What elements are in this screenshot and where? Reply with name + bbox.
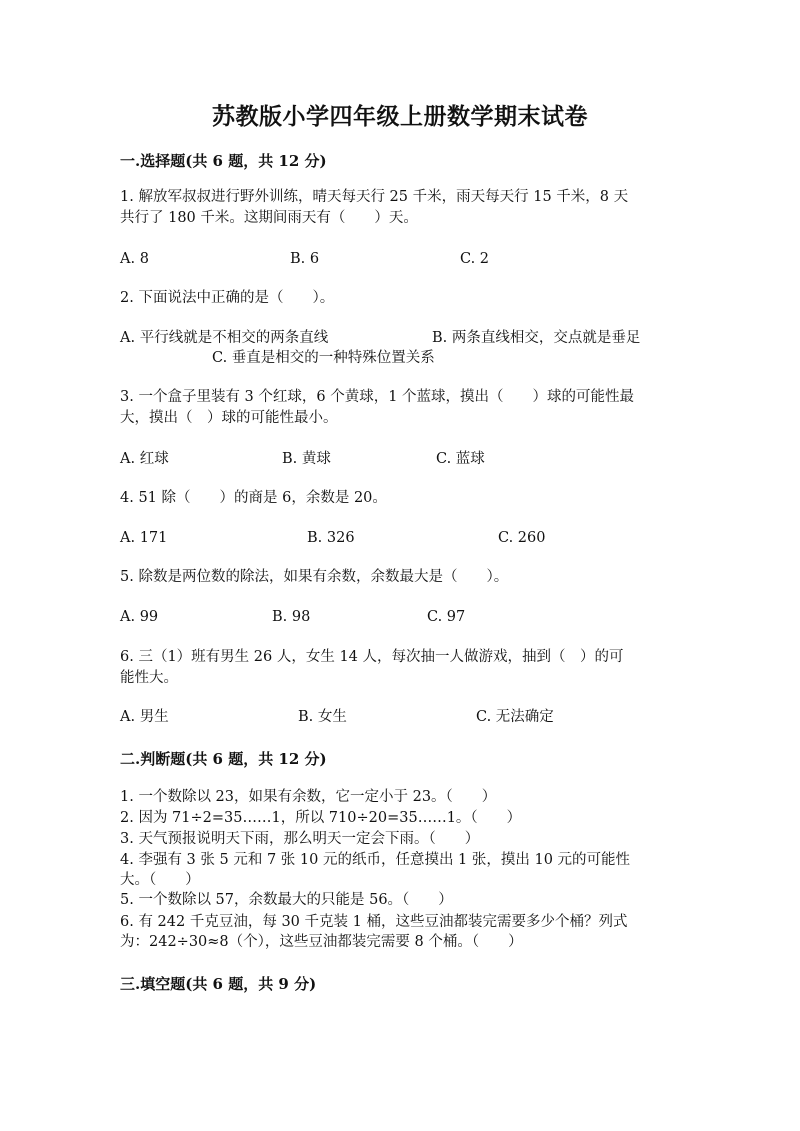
section-heading-judgement: 二.判断题(共 6 题，共 12 分): [120, 750, 327, 768]
question-3-line-1: 3. 一个盒子里装有 3 个红球，6 个黄球，1 个蓝球，摸出（ ）球的可能性最: [120, 389, 635, 405]
question-2-option-b: B. 两条直线相交，交点就是垂足: [432, 330, 641, 346]
judgement-line: 6. 有 242 千克豆油，每 30 千克装 1 桶，这些豆油都装完需要多少个桶？列式: [120, 914, 628, 930]
section-heading-choice: 一.选择题(共 6 题，共 12 分): [120, 152, 327, 170]
question-1-option-c: C. 2: [460, 251, 490, 267]
judgement-line: 2. 因为 71÷2=35……1，所以 710÷20=35……1。（ ）: [120, 810, 522, 826]
question-4-option-a: A. 171: [120, 530, 168, 546]
question-1-option-a: A. 8: [120, 251, 149, 267]
question-4-option-c: C. 260: [498, 530, 546, 546]
question-4-option-b: B. 326: [307, 530, 355, 546]
question-5-line-1: 5. 除数是两位数的除法，如果有余数，余数最大是（ ）。: [120, 569, 509, 585]
question-6-option-b: B. 女生: [298, 709, 347, 725]
question-6-option-c: C. 无法确定: [476, 709, 554, 725]
judgement-line: 5. 一个数除以 57，余数最大的只能是 56。（ ）: [120, 892, 453, 908]
question-3-option-a: A. 红球: [120, 451, 169, 467]
question-2-option-a: A. 平行线就是不相交的两条直线: [120, 330, 329, 346]
page-title: 苏教版小学四年级上册数学期末试卷: [212, 103, 588, 130]
question-1-line-1: 1. 解放军叔叔进行野外训练，晴天每天行 25 千米，雨天每天行 15 千米，8 天: [120, 189, 629, 205]
question-6-option-a: A. 男生: [120, 709, 169, 725]
question-5-option-b: B. 98: [272, 609, 311, 625]
question-5-option-c: C. 97: [427, 609, 466, 625]
question-1-line-2: 共行了 180 千米。这期间雨天有（ ）天。: [120, 210, 418, 226]
question-6-line-2: 能性大。: [120, 670, 178, 686]
question-6-line-1: 6. 三（1）班有男生 26 人，女生 14 人，每次抽一人做游戏，抽到（ ）的可: [120, 649, 624, 665]
question-1-option-b: B. 6: [290, 251, 320, 267]
question-2-option-c: C. 垂直是相交的一种特殊位置关系: [212, 350, 435, 366]
judgement-line: 1. 一个数除以 23，如果有余数，它一定小于 23。（ ）: [120, 789, 497, 805]
question-3-option-b: B. 黄球: [282, 451, 331, 467]
judgement-line: 为：242÷30≈8（个），这些豆油都装完需要 8 个桶。（ ）: [120, 934, 523, 950]
question-5-option-a: A. 99: [120, 609, 159, 625]
section-heading-fill-in: 三.填空题(共 6 题，共 9 分): [120, 975, 317, 993]
judgement-line: 3. 天气预报说明天下雨，那么明天一定会下雨。（ ）: [120, 831, 480, 847]
judgement-line: 4. 李强有 3 张 5 元和 7 张 10 元的纸币，任意摸出 1 张，摸出 10 元的可能性: [120, 852, 631, 868]
judgement-line: 大。（ ）: [120, 872, 200, 888]
question-3-line-2: 大，摸出（ ）球的可能性最小。: [120, 410, 338, 426]
question-2-line-1: 2. 下面说法中正确的是（ ）。: [120, 290, 335, 306]
question-4-line-1: 4. 51 除（ ）的商是 6，余数是 20。: [120, 490, 387, 506]
question-3-option-c: C. 蓝球: [436, 451, 485, 467]
